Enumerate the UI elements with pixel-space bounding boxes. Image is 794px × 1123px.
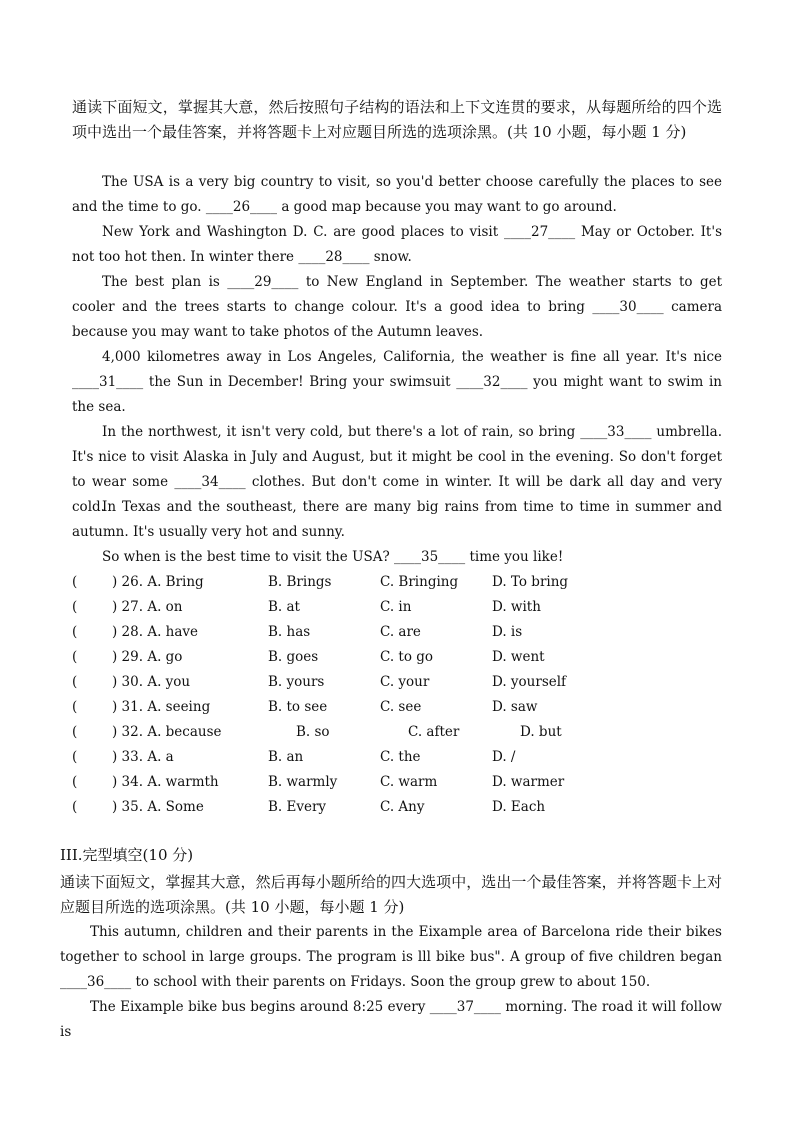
question-row <box>72 620 722 645</box>
answer-paren: ( <box>72 649 78 665</box>
question-option-d: D. / <box>492 749 516 765</box>
question-option-d: D. with <box>492 599 541 615</box>
question-option-c: C. the <box>380 749 421 765</box>
passage-paragraph: New York and Washington D. C. are good places to visit ____27____ May or October. It's not too hot then. In winter there ____28____ snow. <box>72 224 722 265</box>
question-row <box>72 695 722 720</box>
question-option-b: B. to see <box>268 699 328 715</box>
question-row <box>72 570 722 595</box>
question-option-b: B. Brings <box>268 574 332 590</box>
question-row <box>72 795 722 820</box>
question-option-c: C. are <box>380 624 421 640</box>
question-option-a: ) 26. A. Bring <box>112 574 204 590</box>
question-row <box>72 770 722 795</box>
question-option-b: B. goes <box>268 649 319 665</box>
answer-paren: ( <box>72 699 78 715</box>
question-option-c: C. after <box>408 724 460 740</box>
question-option-d: D. went <box>492 649 545 665</box>
question-row <box>72 645 722 670</box>
question-option-b: B. Every <box>268 799 327 815</box>
question-option-d: D. warmer <box>492 774 565 790</box>
passage-paragraph: The best plan is ____29____ to New England in September. The weather starts to get cooler and the trees starts to change colour. It's a good idea to bring ____30____ camera because you may want to take photos of the Autumn leaves. <box>72 274 722 340</box>
question-row <box>72 720 722 745</box>
question-option-a: ) 28. A. have <box>112 624 199 640</box>
question-option-a: ) 33. A. a <box>112 749 174 765</box>
question-option-c: C. warm <box>380 774 438 790</box>
answer-paren: ( <box>72 674 78 690</box>
question-option-a: ) 35. A. Some <box>112 799 204 815</box>
answer-paren: ( <box>72 624 78 640</box>
passage-paragraph: The Eixample bike bus begins around 8:25 every ____37____ morning. The road it will follow is <box>60 999 722 1040</box>
question-option-a: ) 32. A. because <box>112 724 222 740</box>
passage-paragraph: In the northwest, it isn't very cold, but there's a lot of rain, so bring ____33____ umbrella. It's nice to visit Alaska in July and August, but it might be cool in the evening. So don't forget to wear some ____34____ clothes. But don't come in winter. It will be dark all day and very cold. <box>72 424 722 515</box>
answer-paren: ( <box>72 574 78 590</box>
question-option-a: ) 34. A. warmth <box>112 774 219 790</box>
question-option-a: ) 29. A. go <box>112 649 183 665</box>
question-row <box>72 670 722 695</box>
passage-paragraph: The USA is a very big country to visit, so you'd better choose carefully the places to see and the time to go. ____26____ a good map because you may want to go around. <box>72 174 722 215</box>
question-option-a: ) 31. A. seeing <box>112 699 211 715</box>
answer-paren: ( <box>72 749 78 765</box>
passage-paragraph: This autumn, children and their parents in the Eixample area of Barcelona ride their bikes together to school in large groups. The program is lll bike bus". A group of five children began ____36____ to school with their parents on Fridays. Soon the group grew to about 150. <box>60 924 722 990</box>
question-option-b: B. an <box>268 749 304 765</box>
question-option-d: D. To bring <box>492 574 569 590</box>
question-option-c: C. to go <box>380 649 434 665</box>
question-option-d: D. Each <box>492 799 546 815</box>
section3-heading: III.完型填空(10 分) <box>60 846 194 864</box>
question-option-b: B. yours <box>268 674 325 690</box>
question-option-c: C. your <box>380 674 430 690</box>
passage-paragraph: In Texas and the southeast, there are many big rains from time to time in summer and autumn. It's usually very hot and sunny. <box>72 499 722 540</box>
question-option-c: C. see <box>380 699 422 715</box>
passage-paragraph: So when is the best time to visit the USA? ____35____ time you like! <box>102 549 564 565</box>
question-row <box>72 745 722 770</box>
question-option-d: D. saw <box>492 699 538 715</box>
section3-instructions: 通读下面短文，掌握其大意，然后再每小题所给的四大选项中，选出一个最佳答案，并将答题卡上对应题目所选的选项涂黑。(共 10 小题，每小题 1 分) <box>60 873 722 916</box>
question-option-c: C. in <box>380 599 412 615</box>
question-option-d: D. but <box>520 724 562 740</box>
section2-instructions: 通读下面短文，掌握其大意，然后按照句子结构的语法和上下文连贯的要求，从每题所给的四个选项中选出一个最佳答案，并将答题卡上对应题目所选的选项涂黑。(共 10 小题，每小题 1 分) <box>72 98 722 141</box>
question-option-a: ) 30. A. you <box>112 674 191 690</box>
answer-paren: ( <box>72 774 78 790</box>
question-row <box>72 595 722 620</box>
question-option-c: C. Bringing <box>380 574 459 590</box>
answer-paren: ( <box>72 799 78 815</box>
question-option-d: D. yourself <box>492 674 567 690</box>
answer-paren: ( <box>72 724 78 740</box>
question-option-d: D. is <box>492 624 523 640</box>
passage-paragraph: 4,000 kilometres away in Los Angeles, California, the weather is fine all year. It's nice ____31____ the Sun in December! Bring your swimsuit ____32____ you might want to swim in the sea. <box>72 349 722 415</box>
answer-paren: ( <box>72 599 78 615</box>
question-option-b: B. warmly <box>268 774 338 790</box>
question-option-b: B. so <box>296 724 330 740</box>
question-option-b: B. has <box>268 624 311 640</box>
question-option-c: C. Any <box>380 799 425 815</box>
question-option-a: ) 27. A. on <box>112 599 183 615</box>
question-option-b: B. at <box>268 599 300 615</box>
